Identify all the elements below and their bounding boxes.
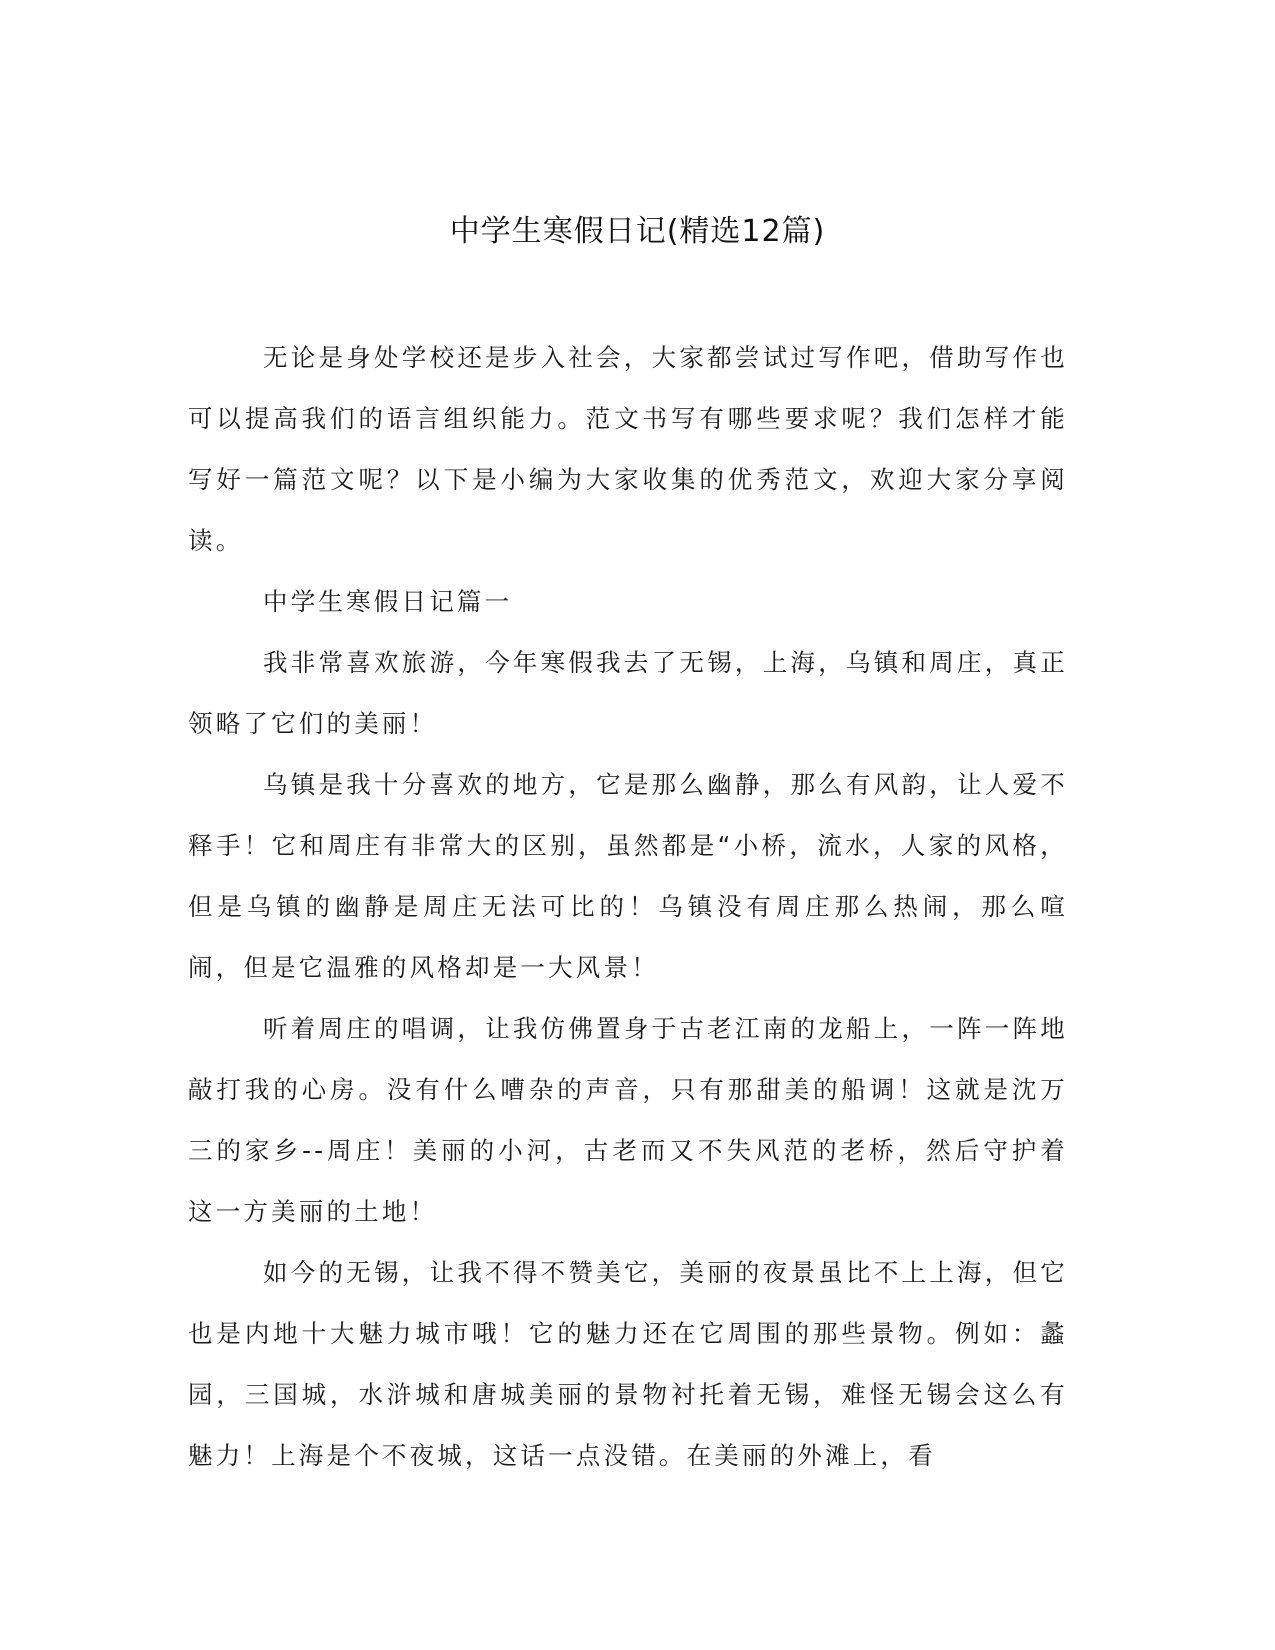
paragraph-intro: 无论是身处学校还是步入社会，大家都尝试过写作吧，借助写作也可以提高我们的语言组织能力。范文书写有哪些要求呢？我们怎样才能写好一篇范文呢？以下是小编为大家收集的优秀范文，欢迎大家分享阅读。 (188, 343, 1068, 555)
paragraph: 如今的无锡，让我不得不赞美它，美丽的夜景虽比不上上海，但它也是内地十大魅力城市哦！它的魅力还在它周围的那些景物。例如：蠡园，三国城，水浒城和唐城美丽的景物衬托着无锡，难怪无锡会这么有魅力！上海是个不夜城，这话一点没错。在美丽的外滩上，看 (188, 1258, 1068, 1470)
paragraph: 我非常喜欢旅游，今年寒假我去了无锡，上海，乌镇和周庄，真正领略了它们的美丽！ (188, 648, 1068, 738)
paragraph: 听着周庄的唱调，让我仿佛置身于古老江南的龙船上，一阵一阵地敲打我的心房。没有什么嘈杂的声音，只有那甜美的船调！这就是沈万三的家乡--周庄！美丽的小河，古老而又不失风范的老桥，然后守护着这一方美丽的土地！ (188, 1014, 1068, 1226)
paragraph: 乌镇是我十分喜欢的地方，它是那么幽静，那么有风韵，让人爱不释手！它和周庄有非常大的区别，虽然都是“小桥，流水，人家的风格，但是乌镇的幽静是周庄无法可比的！乌镇没有周庄那么热闹，那么喧闹，但是它温雅的风格却是一大风景！ (188, 770, 1068, 982)
document-body (188, 327, 1068, 1486)
document-title: 中学生寒假日记(精选12篇) (449, 214, 826, 249)
section-heading: 中学生寒假日记篇一 (263, 587, 513, 616)
